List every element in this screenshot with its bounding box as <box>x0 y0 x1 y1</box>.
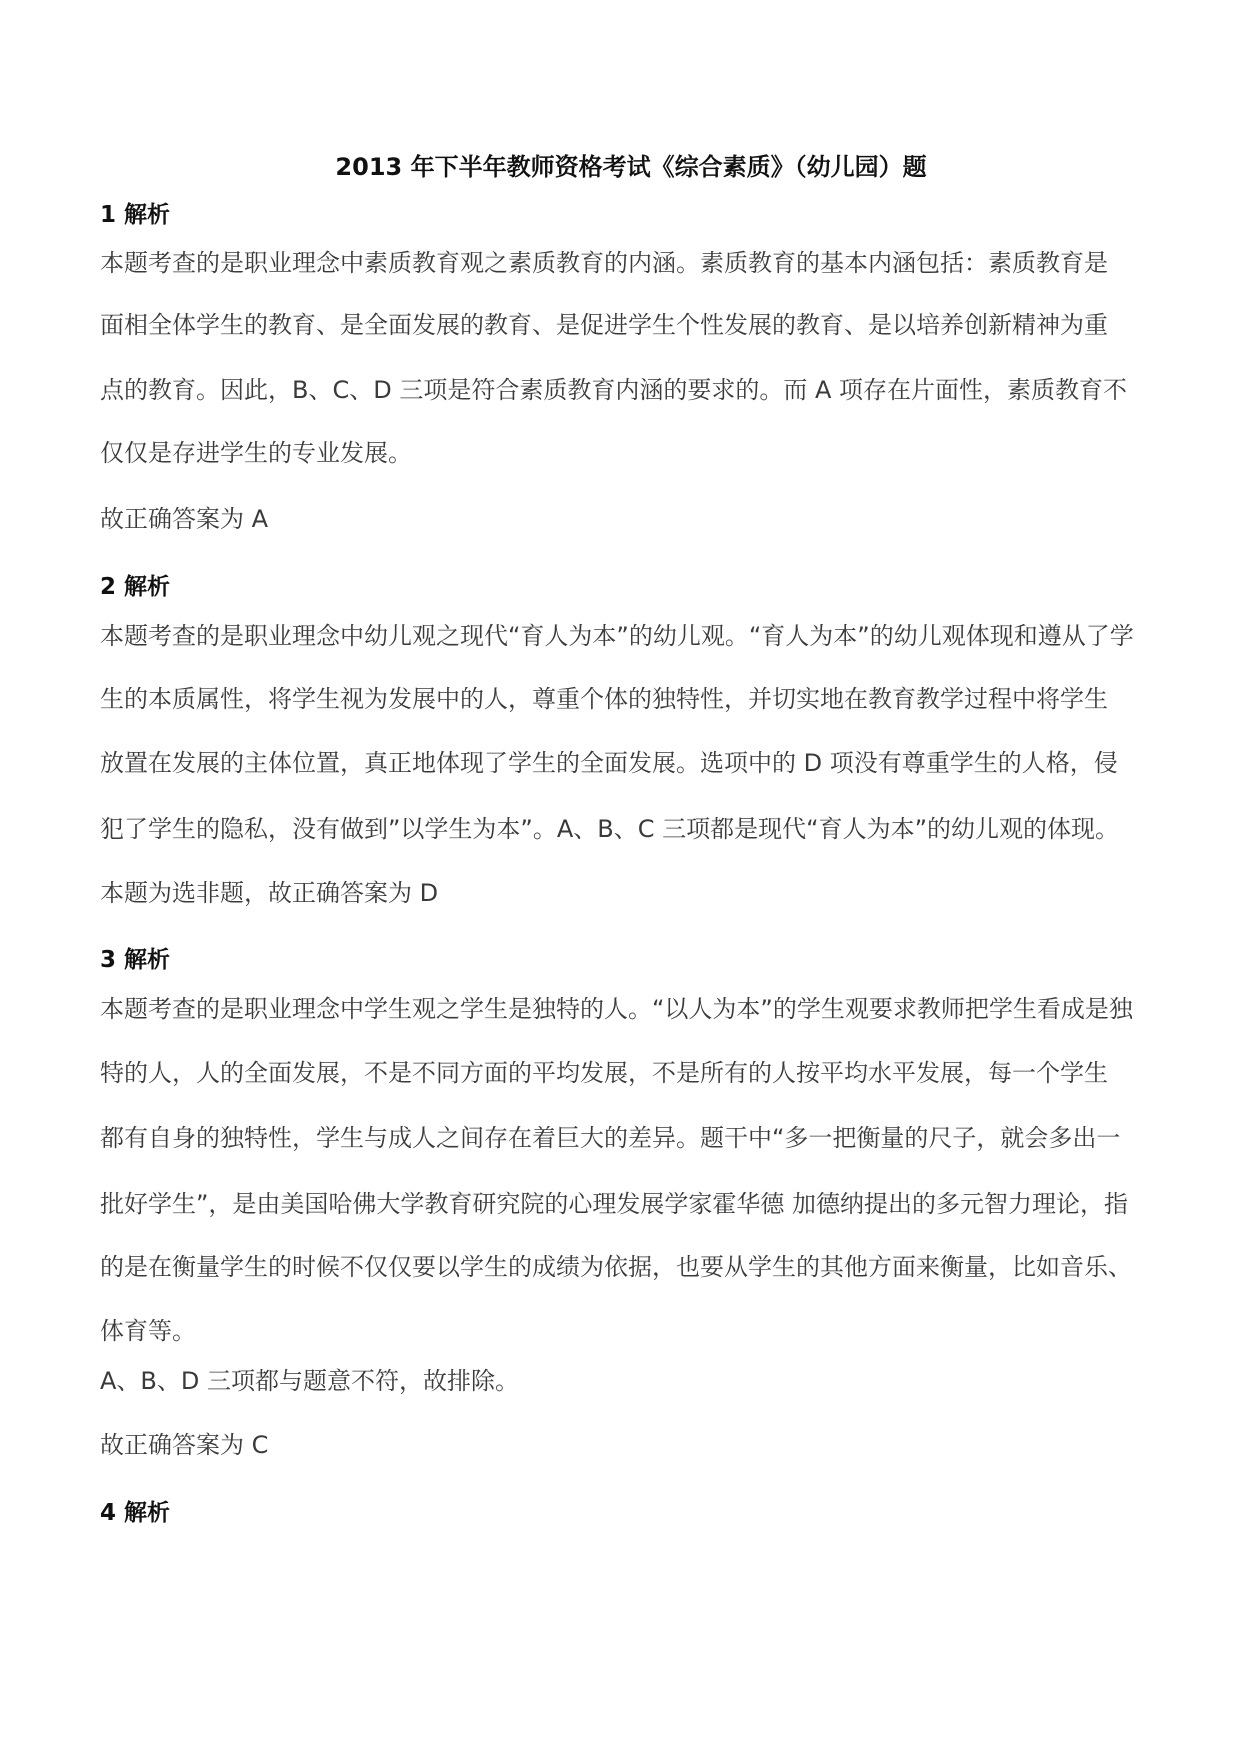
paragraph-line: 体育等。 <box>100 1317 196 1345</box>
paragraph-line: 本题考查的是职业理念中素质教育观之素质教育的内涵。素质教育的基本内涵包括：素质教育是 <box>100 249 1108 277</box>
paragraph-line: 都有自身的独特性，学生与成人之间存在着巨大的差异。题干中“多一把衡量的尺子，就会多出一 <box>100 1124 1121 1152</box>
paragraph-line: 点的教育。因此，B、C、D 三项是符合素质教育内涵的要求的。而 A 项存在片面性，素质教育不 <box>100 376 1128 404</box>
answer-line: 本题为选非题，故正确答案为 D <box>100 879 439 907</box>
paragraph-line: 批好学生”，是由美国哈佛大学教育研究院的心理发展学家霍华德 加德纳提出的多元智力理论，指 <box>100 1190 1129 1218</box>
paragraph-line: 的是在衡量学生的时候不仅仅要以学生的成绩为依据，也要从学生的其他方面来衡量，比如音乐、 <box>100 1253 1132 1281</box>
paragraph-line: 犯了学生的隐私，没有做到”以学生为本”。A、B、C 三项都是现代“育人为本”的幼儿观的体现。 <box>100 815 1120 843</box>
paragraph-line: 生的本质属性，将学生视为发展中的人，尊重个体的独特性，并切实地在教育教学过程中将学生 <box>100 685 1108 713</box>
answer-line: 故正确答案为 C <box>100 1431 269 1459</box>
document-title: 2013 年下半年教师资格考试《综合素质》（幼儿园）题 <box>335 153 927 181</box>
paragraph-line: 仅仅是存进学生的专业发展。 <box>100 439 412 467</box>
paragraph-line: 放置在发展的主体位置，真正地体现了学生的全面发展。选项中的 D 项没有尊重学生的人格，侵 <box>100 749 1118 777</box>
paragraph-line: A、B、D 三项都与题意不符，故排除。 <box>100 1367 519 1395</box>
paragraph-line: 本题考查的是职业理念中幼儿观之现代“育人为本”的幼儿观。“育人为本”的幼儿观体现和遵从了学 <box>100 622 1134 650</box>
answer-line: 故正确答案为 A <box>100 505 269 533</box>
section-heading: 1 解析 <box>100 202 171 228</box>
paragraph-line: 特的人，人的全面发展，不是不同方面的平均发展，不是所有的人按平均水平发展，每一个学生 <box>100 1059 1108 1087</box>
paragraph-line: 面相全体学生的教育、是全面发展的教育、是促进学生个性发展的教育、是以培养创新精神为重 <box>100 311 1108 339</box>
section-heading: 3 解析 <box>100 947 171 973</box>
section-heading: 2 解析 <box>100 574 171 600</box>
paragraph-line: 本题考查的是职业理念中学生观之学生是独特的人。“以人为本”的学生观要求教师把学生看成是独 <box>100 995 1133 1023</box>
section-heading: 4 解析 <box>100 1500 171 1526</box>
